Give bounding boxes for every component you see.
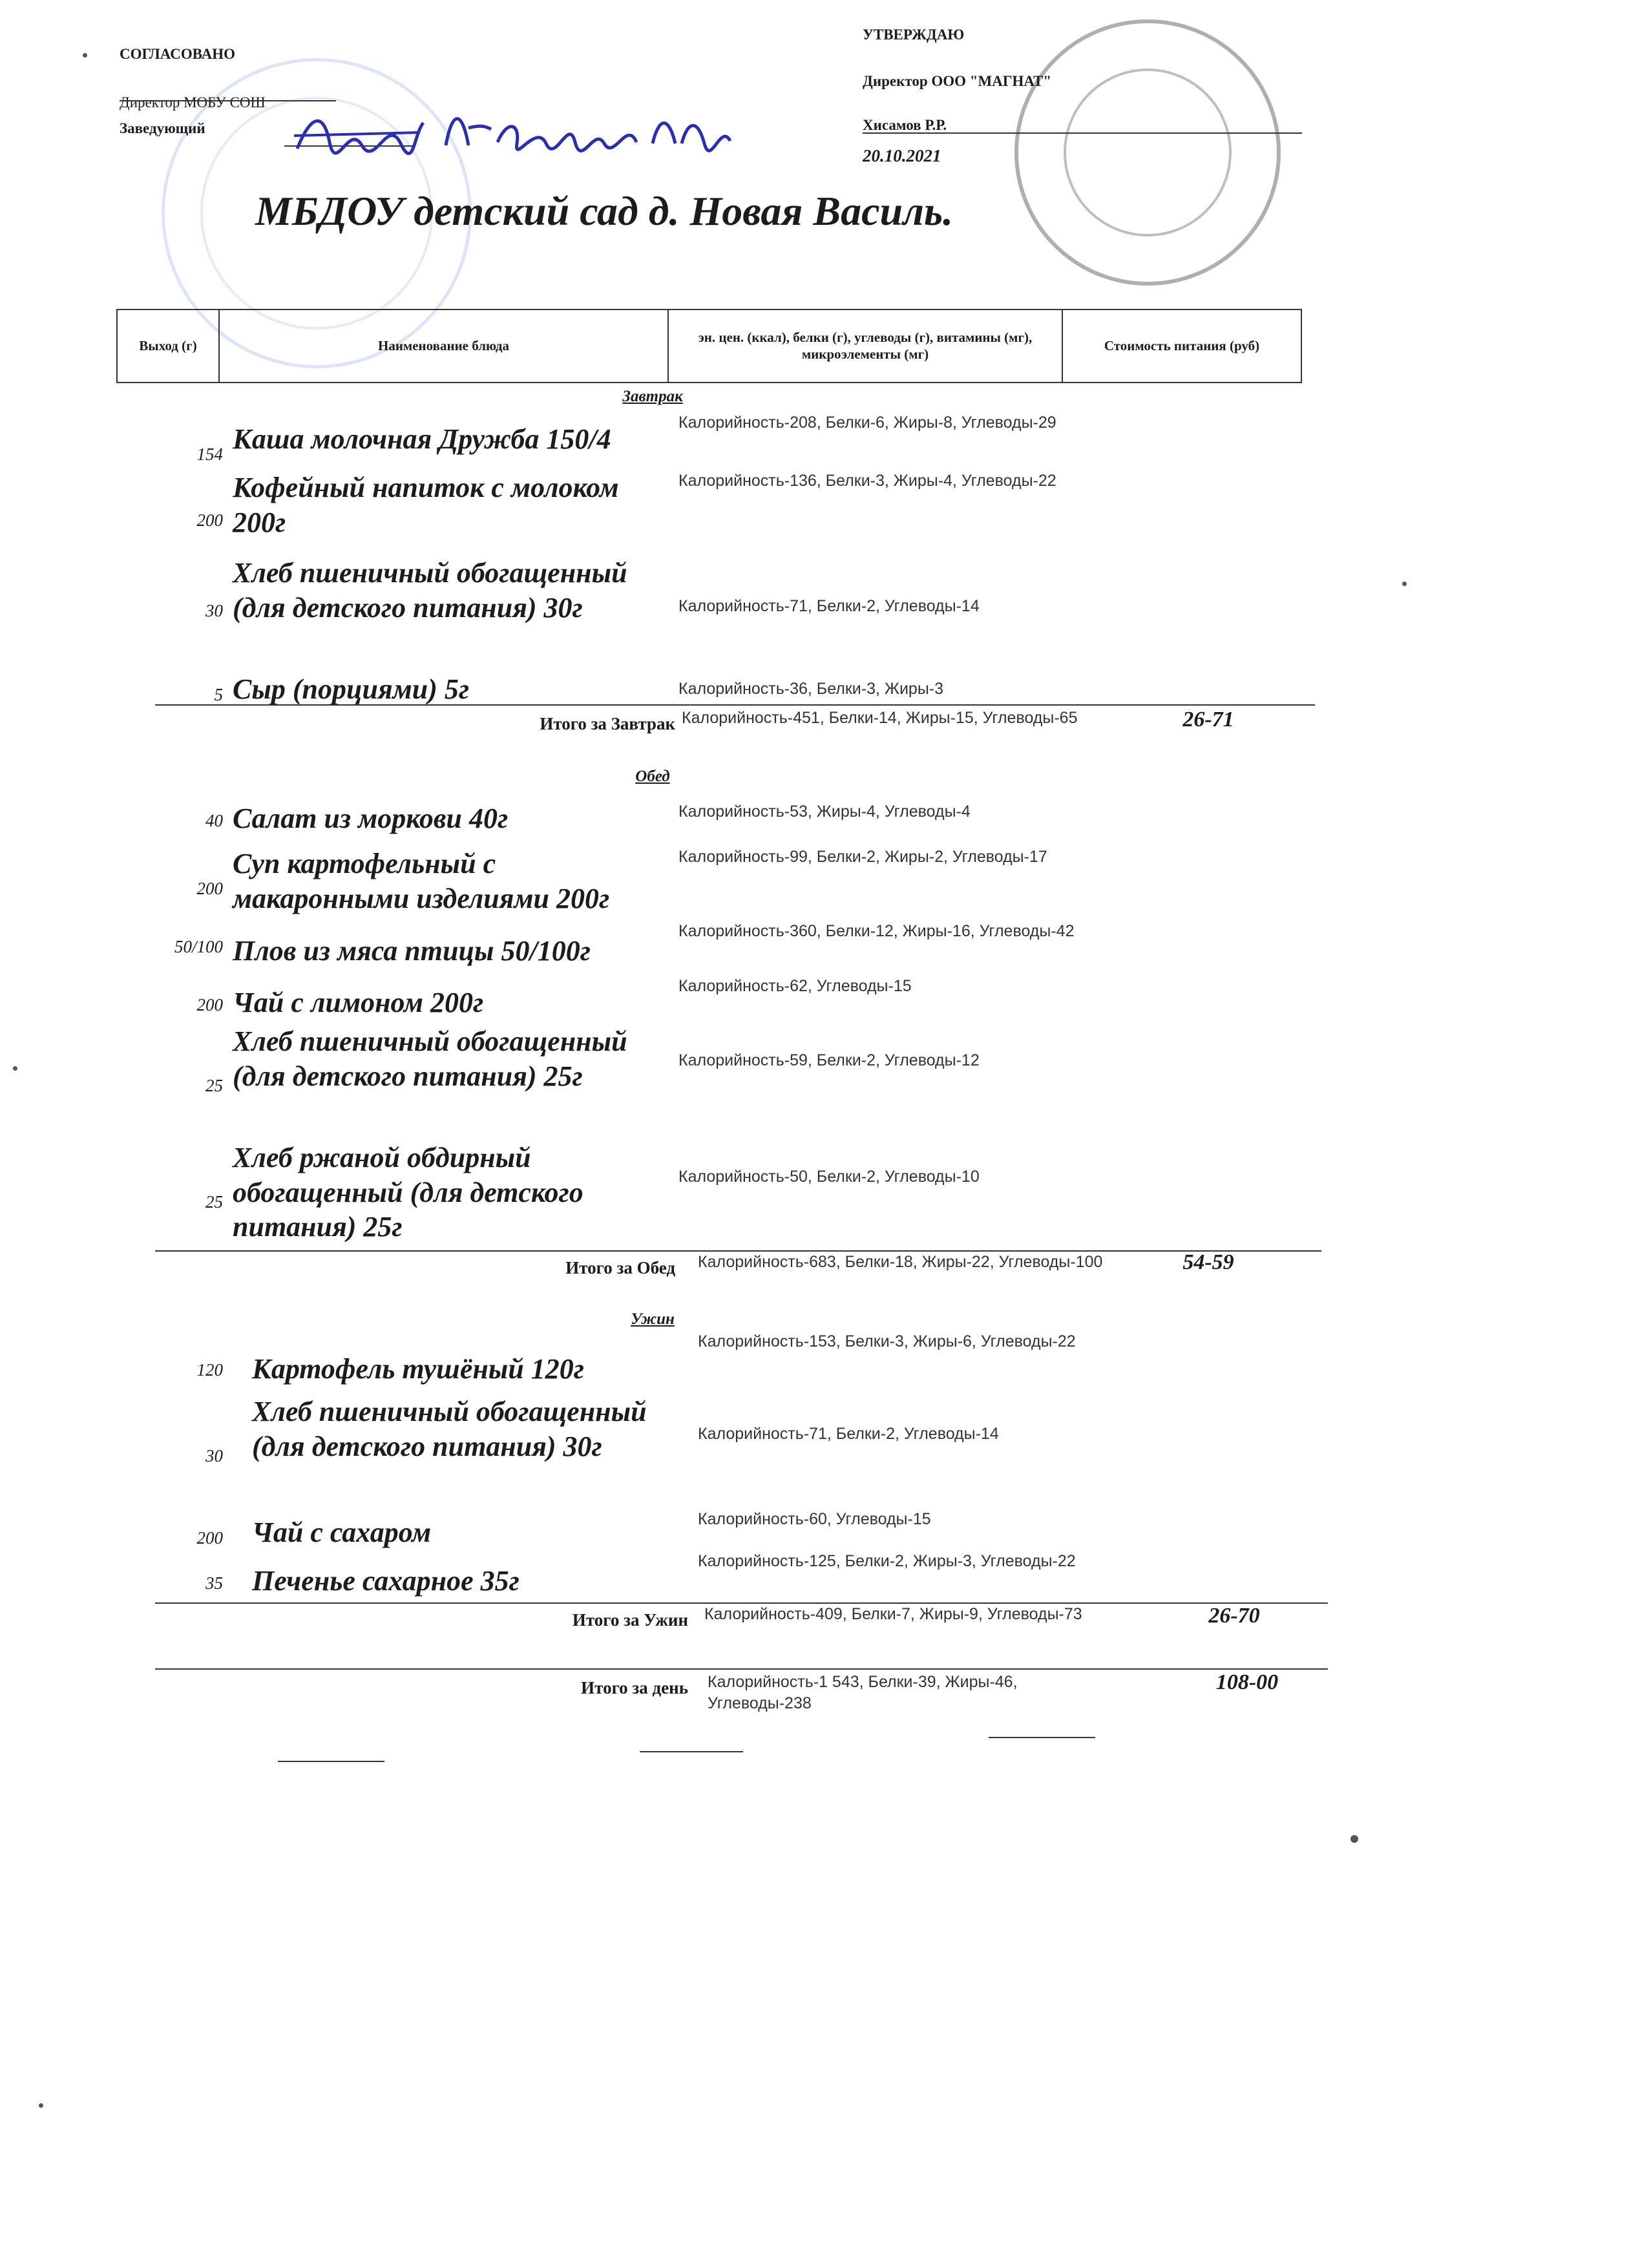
approval-left-role: Заведующий: [120, 120, 205, 136]
scan-speck: [1402, 582, 1407, 586]
row-dish: Хлеб пшеничный обогащенный (для детского питания) 25г: [233, 1025, 627, 1092]
row-dish: Чай с лимоном 200г: [233, 987, 484, 1018]
section-lunch-title: Обед: [635, 768, 670, 785]
breakfast-total-label: Итого за Завтрак: [540, 714, 675, 733]
row-nutrition: Калорийность-53, Жиры-4, Углеводы-4: [678, 803, 971, 821]
scan-speck: [1350, 1835, 1358, 1843]
day-total-rule: [155, 1668, 1328, 1670]
day-total-nutrition: Калорийность-1 543, Белки-39, Жиры-46, Углеводы-238: [708, 1673, 1018, 1712]
approval-right-name: Хисамов Р.Р.: [863, 117, 947, 133]
scan-speck: [39, 2103, 43, 2108]
row-dish: Плов из мяса птицы 50/100г: [233, 935, 591, 967]
dinner-total-cost: 26-70: [1208, 1604, 1260, 1628]
approval-right-date: 20.10.2021: [863, 146, 941, 165]
row-nutrition: Калорийность-153, Белки-3, Жиры-6, Углеводы-22: [698, 1332, 1076, 1350]
scan-speck: [83, 53, 87, 58]
row-dish: Картофель тушёный 120г: [252, 1353, 585, 1385]
row-output: 200: [196, 1528, 223, 1548]
row-nutrition: Калорийность-71, Белки-2, Углеводы-14: [698, 1425, 999, 1443]
row-output: 120: [196, 1360, 223, 1380]
row-output: 25: [205, 1076, 223, 1095]
breakfast-total-nutrition: Калорийность-451, Белки-14, Жиры-15, Углеводы-65: [682, 709, 1078, 727]
row-nutrition: Калорийность-60, Углеводы-15: [698, 1510, 931, 1528]
row-output: 200: [196, 995, 223, 1014]
row-output: 30: [205, 601, 223, 620]
approval-left-position: Директор МОБУ СОШ: [120, 94, 266, 110]
row-dish: Печенье сахарное 35г: [252, 1565, 520, 1597]
header-cost: Стоимость питания (руб): [1062, 309, 1302, 383]
row-dish: Салат из моркови 40г: [233, 803, 509, 834]
row-output: 50/100: [174, 937, 223, 956]
lunch-total-label: Итого за Обед: [565, 1258, 675, 1277]
row-nutrition: Калорийность-50, Белки-2, Углеводы-10: [678, 1168, 980, 1186]
row-output: 25: [205, 1192, 223, 1212]
row-output: 5: [214, 685, 223, 704]
lunch-total-nutrition: Калорийность-683, Белки-18, Жиры-22, Углеводы-100: [698, 1253, 1103, 1271]
row-nutrition: Калорийность-136, Белки-3, Жиры-4, Углеводы-22: [678, 472, 1056, 490]
header-nutrition: эн. цен. (ккал), белки (г), углеводы (г), витамины (мг), микроэлементы (мг): [667, 309, 1063, 383]
breakfast-total-rule: [155, 704, 1315, 706]
row-dish: Сыр (порциями) 5г: [233, 673, 470, 705]
lunch-total-cost: 54-59: [1182, 1250, 1234, 1274]
row-nutrition: Калорийность-36, Белки-3, Жиры-3: [678, 680, 944, 698]
day-total-label: Итого за день: [581, 1678, 688, 1697]
row-nutrition: Калорийность-208, Белки-6, Жиры-8, Углеводы-29: [678, 414, 1056, 432]
footer-signature-line-3: [989, 1737, 1095, 1738]
row-nutrition: Калорийность-360, Белки-12, Жиры-16, Углеводы-42: [678, 922, 1075, 940]
row-dish: Каша молочная Дружба 150/4: [233, 423, 611, 455]
approval-right-position: Директор ООО "МАГНАТ": [863, 73, 1052, 89]
breakfast-total-cost: 26-71: [1182, 708, 1234, 731]
approval-right-title: УТВЕРЖДАЮ: [863, 26, 965, 43]
row-output: 35: [205, 1573, 223, 1593]
row-output: 40: [205, 811, 223, 830]
row-nutrition: Калорийность-99, Белки-2, Жиры-2, Углеводы-17: [678, 848, 1047, 866]
row-output: 154: [196, 445, 223, 464]
row-dish: Хлеб пшеничный обогащенный (для детского питания) 30г: [233, 557, 627, 624]
row-nutrition: Калорийность-62, Углеводы-15: [678, 977, 912, 995]
row-nutrition: Калорийность-59, Белки-2, Углеводы-12: [678, 1051, 980, 1069]
page-title: МБДОУ детский сад д. Новая Василь.: [255, 188, 954, 234]
row-dish: Хлеб ржаной обдирный обогащенный (для детского питания) 25г: [233, 1142, 583, 1243]
day-total-cost: 108-00: [1215, 1670, 1279, 1694]
dinner-total-nutrition: Калорийность-409, Белки-7, Жиры-9, Углеводы-73: [704, 1605, 1082, 1623]
dinner-total-label: Итого за Ужин: [572, 1610, 688, 1630]
approval-left-title: СОГЛАСОВАНО: [120, 46, 236, 62]
scan-speck: [13, 1066, 17, 1071]
company-seal-stamp: [1014, 19, 1281, 286]
row-dish: Чай с сахаром: [252, 1517, 432, 1548]
section-dinner-title: Ужин: [631, 1310, 675, 1328]
row-dish: Кофейный напиток с молоком 200г: [233, 472, 619, 538]
row-nutrition: Калорийность-71, Белки-2, Углеводы-14: [678, 597, 980, 615]
footer-signature-line-1: [278, 1761, 384, 1762]
header-dish-name: Наименование блюда: [218, 309, 669, 383]
row-output: 200: [196, 510, 223, 530]
row-output: 200: [196, 879, 223, 898]
row-nutrition: Калорийность-125, Белки-2, Жиры-3, Углеводы-22: [698, 1552, 1076, 1570]
row-dish: Суп картофельный с макаронными изделиями 200г: [233, 848, 610, 914]
handwritten-signature: [284, 97, 737, 168]
footer-signature-line-2: [640, 1751, 743, 1752]
row-dish: Хлеб пшеничный обогащенный (для детского питания) 30г: [252, 1396, 647, 1462]
section-breakfast-title: Завтрак: [622, 388, 683, 405]
row-output: 30: [205, 1446, 223, 1465]
header-output: Выход (г): [116, 309, 220, 383]
approval-right-rule: [863, 132, 1302, 134]
